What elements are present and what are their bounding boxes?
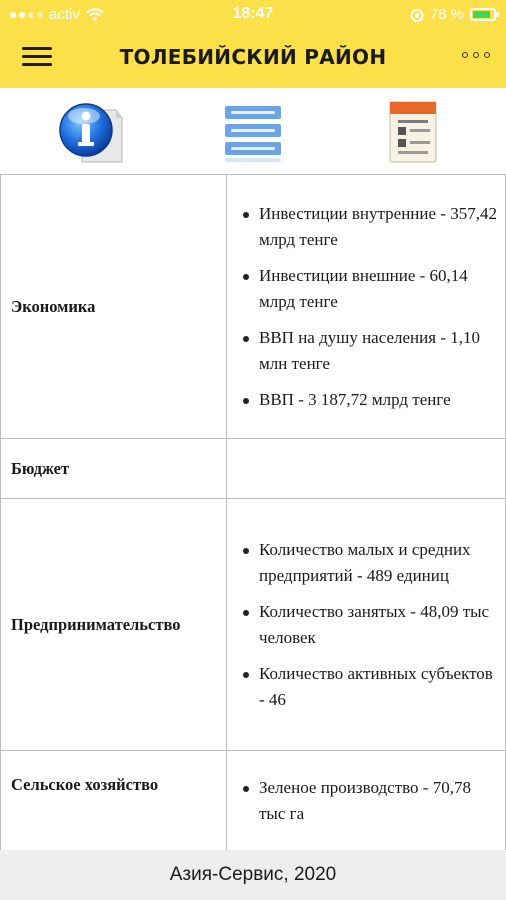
info-table-container[interactable] xyxy=(0,174,506,850)
status-right xyxy=(410,6,496,23)
row-values xyxy=(227,439,506,499)
info-table xyxy=(0,174,506,850)
table-row xyxy=(1,439,506,499)
row-values xyxy=(227,751,506,851)
row-values xyxy=(227,499,506,751)
list-item: Инвестиции внешние - 60,14 млрд тенге xyxy=(239,263,497,315)
row-values xyxy=(227,175,506,439)
page-title: ТОЛЕБИЙСКИЙ РАЙОН xyxy=(119,45,387,69)
table-row xyxy=(1,751,506,851)
table-row xyxy=(1,175,506,439)
status-time: 18:47 xyxy=(232,5,274,22)
row-label: Бюджет xyxy=(1,439,227,499)
tab-bar xyxy=(0,88,506,174)
row-label: Экономика xyxy=(1,175,227,439)
list-icon xyxy=(218,96,288,166)
list-item: Зеленое производство - 70,78 тыс га xyxy=(239,775,497,827)
list-item: Инвестиции внутренние - 357,42 млрд тенге xyxy=(239,201,497,253)
footer xyxy=(0,850,506,900)
row-label: Предпринимательство xyxy=(1,499,227,751)
tab-info[interactable] xyxy=(56,96,126,166)
status-bar xyxy=(0,0,506,30)
tab-document[interactable] xyxy=(378,96,448,166)
battery-icon xyxy=(470,8,496,21)
list-item: Количество занятых - 48,09 тыс человек xyxy=(239,599,497,651)
alarm-lock-icon xyxy=(410,8,424,22)
list-item: ВВП на душу населения - 1,10 млн тенге xyxy=(239,325,497,377)
footer-text: Азия-Сервис, 2020 xyxy=(169,864,337,885)
list-item: Количество малых и средних предприятий - 489 единиц xyxy=(239,537,497,589)
more-dots-icon[interactable] xyxy=(462,52,490,58)
info-icon xyxy=(56,96,126,166)
top-bar xyxy=(0,0,506,88)
list-item: ВВП - 3 187,72 млрд тенге xyxy=(239,387,497,413)
row-label: Сельское хозяйство xyxy=(1,751,227,851)
app-bar xyxy=(0,30,506,88)
tab-list[interactable] xyxy=(218,96,288,166)
list-item: Количество активных субъектов - 46 xyxy=(239,661,497,713)
document-icon xyxy=(378,96,448,166)
table-row xyxy=(1,499,506,751)
battery-percent: 78 % xyxy=(429,6,464,23)
carrier-name: activ xyxy=(49,6,80,23)
